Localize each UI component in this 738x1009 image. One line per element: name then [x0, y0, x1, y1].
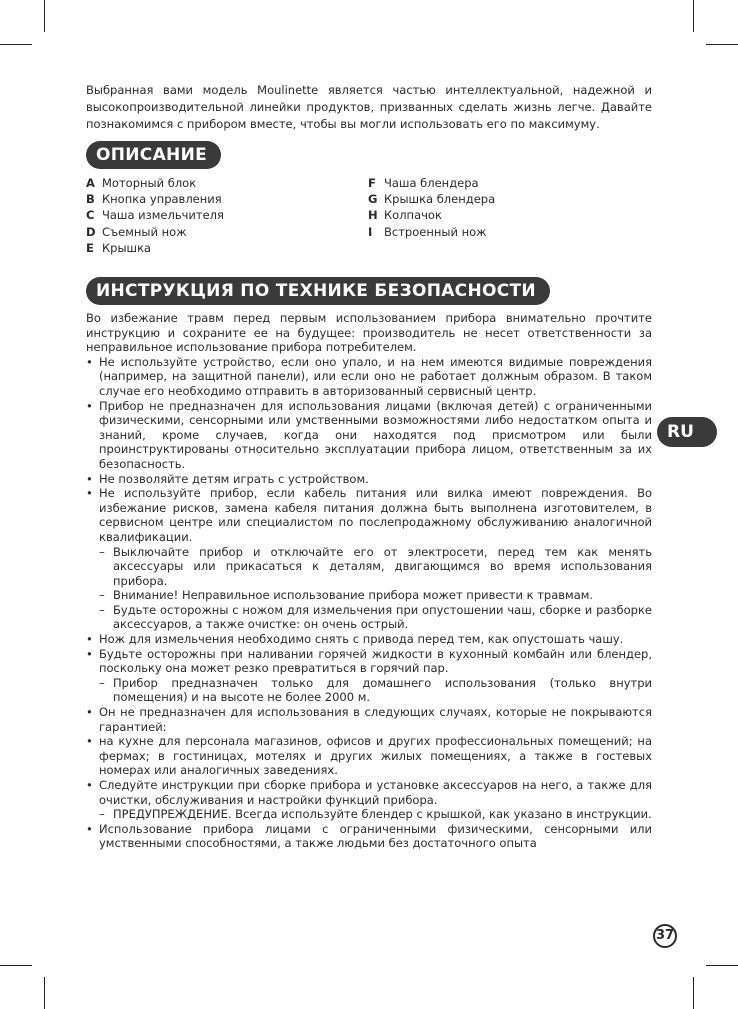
safety-bullet: • Прибор не предназначен для использования лицами (включая детей) с ограниченными физическими, сенсорными или умственными возможностями либо недостатком опыта и знаний, кроме случаев, когда они находятся под присмотром или были проинструктированы относительно эксплуатации прибора лицом, ответственным за их безопасность. [86, 399, 652, 472]
part-item [86, 191, 368, 207]
part-label: Крышка блендера [384, 192, 496, 207]
parts-list [86, 175, 652, 256]
part-item [86, 240, 368, 256]
parts-column-left [86, 175, 368, 256]
part-label: Чаша блендера [384, 176, 479, 190]
part-key: I [368, 224, 373, 239]
part-key: D [86, 224, 96, 239]
crop-mark [693, 0, 694, 32]
safety-bullet: • Не позволяйте детям играть с устройством. [86, 472, 652, 487]
part-key: G [368, 192, 378, 207]
safety-bullet: • Не используйте устройство, если оно упало, и на нем имеются видимые повреждения (например, на защитной панели), или если оно не работает должным образом. В таком случае его необходимо отправить в авторизованный сервисный центр. [86, 355, 652, 399]
safety-bullet: • Использование прибора лицами с ограниченными физическими, сенсорными или умственными способностями, а также людьми без достаточного опыта [86, 822, 652, 851]
crop-mark [0, 965, 32, 966]
part-label: Встроенный нож [384, 224, 487, 239]
part-label: Крышка [102, 240, 152, 255]
intro-paragraph: Выбранная вами модель Moulinette является частью интеллектуальной, надежной и высокопроизводительной линейки продуктов, призванных сделать жизнь легче. Давайте познакомимся с прибором вместе, чтобы вы могли использовать его по максимуму. [86, 83, 652, 131]
parts-column-right [368, 175, 495, 256]
safety-subitem: – Прибор предназначен только для домашнего использования (только внутри помещения) и на высоте не более 2000 м. [86, 676, 652, 705]
part-key: E [86, 240, 94, 255]
part-item [86, 207, 368, 223]
safety-bullet: • Будьте осторожны при наливании горячей жидкости в кухонный комбайн или блендер, поскольку она может резко превратиться в горячий пар. [86, 647, 652, 676]
part-item [368, 207, 495, 223]
crop-mark [0, 44, 32, 45]
safety-subitem: – Внимание! Неправильное использование прибора может привести к травмам. [86, 588, 652, 603]
part-key: H [368, 208, 378, 223]
part-key: A [86, 176, 95, 190]
part-label: Колпачок [384, 208, 442, 223]
part-item [368, 224, 495, 240]
safety-bullet: • Нож для измельчения необходимо снять с привода перед тем, как опустошать чашу. [86, 632, 652, 647]
crop-mark [44, 977, 45, 1009]
safety-subitem: – Выключайте прибор и отключайте его от электросети, перед тем как менять аксессуары или прикасаться к деталям, двигающимся во время использования прибора. [86, 545, 652, 589]
safety-instructions [86, 311, 652, 851]
part-label: Съемный нож [102, 224, 187, 239]
page-content [86, 82, 652, 851]
safety-subitem: – Будьте осторожны с ножом для измельчения при опустошении чаш, сборке и разборке аксессуаров, а также очистке: он очень острый. [86, 603, 652, 632]
safety-paragraph: Во избежание травм перед первым использованием прибора внимательно прочтите инструкцию и сохраните ее на будущее: производитель не несет ответственности за неправильное использование прибора потребителем. [86, 311, 652, 355]
part-item [86, 224, 368, 240]
crop-mark [44, 0, 45, 32]
part-label: Моторный блок [102, 176, 197, 190]
part-key: B [86, 192, 95, 207]
safety-bullet: • Не используйте прибор, если кабель питания или вилка имеют повреждения. Во избежание рисков, замена кабеля питания должна быть выполнена изготовителем, в сервисном центре или специалистом по послепродажному обслуживанию аналогичной квалификации. [86, 486, 652, 544]
description-heading: ОПИСАНИЕ [86, 141, 221, 169]
part-item [368, 175, 495, 191]
crop-mark [693, 977, 694, 1009]
page-number: 37 [653, 924, 677, 948]
safety-subitem: – ПРЕДУПРЕЖДЕНИЕ. Всегда используйте блендер с крышкой, как указано в инструкции. [86, 807, 652, 822]
safety-bullet: • Он не предназначен для использования в следующих случаях, которые не покрываются гарантией: [86, 705, 652, 734]
language-tab: RU [657, 417, 717, 447]
part-key: C [86, 208, 95, 223]
part-label: Кнопка управления [102, 192, 222, 207]
part-item [368, 191, 495, 207]
crop-mark [706, 965, 738, 966]
safety-bullet: • на кухне для персонала магазинов, офисов и других профессиональных помещений; на фермах; в гостиницах, мотелях и других жилых помещениях, а также в гостевых номерах или аналогичных заведениях. [86, 734, 652, 778]
safety-heading: ИНСТРУКЦИЯ ПО ТЕХНИКЕ БЕЗОПАСНОСТИ [86, 277, 550, 305]
safety-bullet: • Следуйте инструкции при сборке прибора и установке аксессуаров на него, а также для очистки, обслуживания и настройки функций прибора. [86, 778, 652, 807]
part-key: F [368, 176, 376, 190]
part-label: Чаша измельчителя [102, 208, 224, 223]
crop-mark [706, 44, 738, 45]
part-item [86, 175, 368, 191]
